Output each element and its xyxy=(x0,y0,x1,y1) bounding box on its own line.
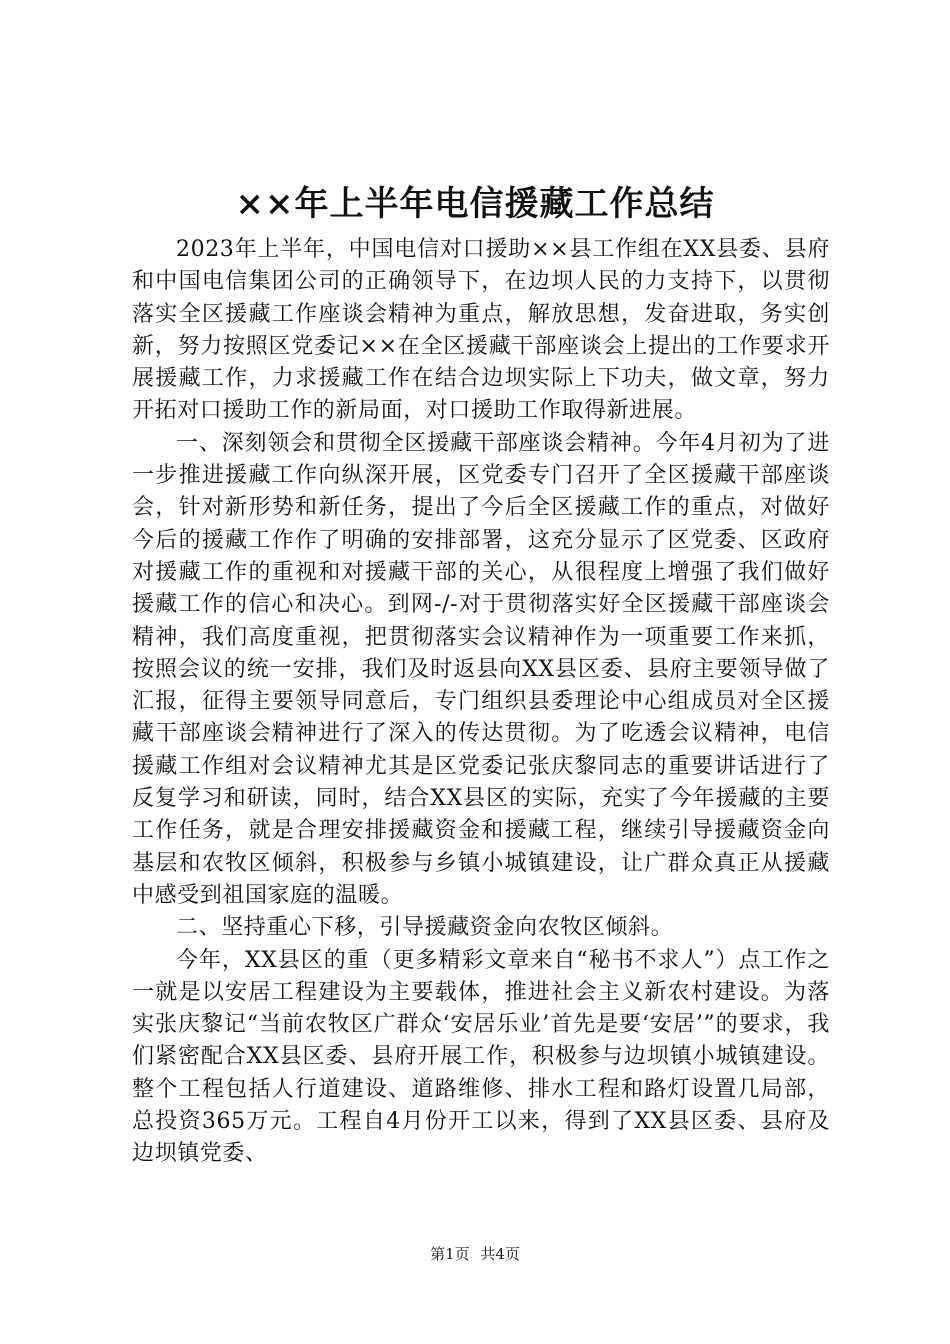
paragraph-section-1: 一、深刻领会和贯彻全区援藏干部座谈会精神。今年4月初为了进一步推进援藏工作向纵深开展，区党委专门召开了全区援藏干部座谈会，针对新形势和新任务，提出了今后全区援藏工作的重点，对做好今后的援藏工作作了明确的安排部署，这充分显示了区党委、区政府对援藏工作的重视和对援藏干部的关心，从很程度上增强了我们做好援藏工作的信心和决心。到网-/-对于贯彻落实好全区援藏干部座谈会精神，我们高度重视，把贯彻落实会议精神作为一项重要工作来抓，按照会议的统一安排，我们及时返县向XX县区委、县府主要领导做了汇报，征得主要领导同意后，专门组织县委理论中心组成员对全区援藏干部座谈会精神进行了深入的传达贯彻。为了吃透会议精神，电信援藏工作组对会议精神尤其是区党委记张庆黎同志的重要讲话进行了反复学习和研读，同时，结合XX县区的实际，充实了今年援藏的主要工作任务，就是合理安排援藏资金和援藏工程，继续引导援藏资金向基层和农牧区倾斜，积极参与乡镇小城镇建设，让广群众真正从援藏中感受到祖国家庭的温暖。 xyxy=(132,430,830,908)
paragraph-section-2-heading: 二、坚持重心下移，引导援藏资金向农牧区倾斜。 xyxy=(176,915,674,941)
paragraph-intro: 2023年上半年，中国电信对口援助××县工作组在XX县委、县府和中国电信集团公司的正确领导下，在边坝人民的力支持下，以贯彻落实全区援藏工作座谈会精神为重点，解放思想，发奋进取，务实创新，努力按照区党委记××在全区援藏干部座谈会上提出的工作要求开展援藏工作，力求援藏工作在结合边坝实际上下功夫，做文章，努力开拓对口援助工作的新局面，对口援助工作取得新进展。 xyxy=(132,237,830,424)
page-number-current: 第1页 xyxy=(430,1245,470,1263)
page-number-total: 共4页 xyxy=(480,1245,520,1263)
page-footer xyxy=(0,1244,950,1264)
document-body xyxy=(132,234,830,1171)
document-title: ××年上半年电信援藏工作总结 xyxy=(235,184,715,224)
paragraph-section-2-body: 今年，XX县区的重（更多精彩文章来自“秘书不求人”）点工作之一就是以安居工程建设为主要载体，推进社会主义新农村建设。为落实张庆黎记“当前农牧区广群众‘安居乐业’首先是要‘安居’”的要求，我们紧密配合XX县区委、县府开展工作，积极参与边坝镇小城镇建设。整个工程包括人行道建设、道路维修、排水工程和路灯设置几局部，总投资365万元。工程自4月份开工以来，得到了XX县区委、县府及边坝镇党委、 xyxy=(132,947,830,1167)
